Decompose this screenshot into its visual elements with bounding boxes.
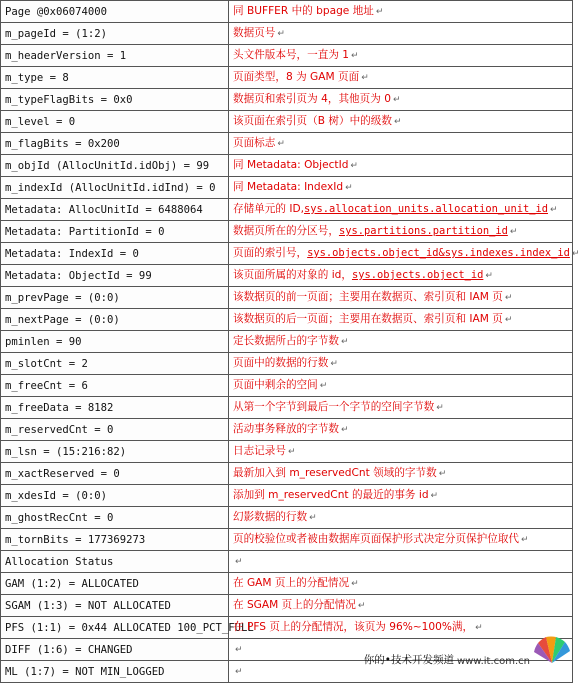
description-text: 活动事务释放的字节数 bbox=[233, 423, 339, 435]
description-text: 最新加入到 m_reservedCnt 领域的字节数 bbox=[233, 467, 437, 479]
description-text: 日志记录号 bbox=[233, 445, 286, 457]
paragraph-return-icon: ↵ bbox=[430, 491, 439, 501]
description-cell bbox=[229, 155, 573, 177]
field-cell: m_slotCnt = 2 bbox=[1, 353, 229, 375]
description-cell bbox=[229, 419, 573, 441]
system-view-reference: sys.objects.object_id&sys.indexes.index_id bbox=[307, 247, 570, 259]
field-cell: m_xactReserved = 0 bbox=[1, 463, 229, 485]
paragraph-return-icon: ↵ bbox=[350, 161, 358, 171]
table-row bbox=[1, 23, 573, 45]
field-cell: SGAM (1:3) = NOT ALLOCATED bbox=[1, 595, 229, 617]
description-text: 头文件版本号，一直为 1 bbox=[233, 49, 350, 61]
description-cell bbox=[229, 353, 573, 375]
table-row bbox=[1, 1, 573, 23]
description-cell bbox=[229, 23, 573, 45]
table-row bbox=[1, 529, 573, 551]
paragraph-return-icon: ↵ bbox=[330, 359, 338, 369]
table-row bbox=[1, 67, 573, 89]
field-cell: DIFF (1:6) = CHANGED bbox=[1, 639, 229, 661]
table-row bbox=[1, 441, 573, 463]
system-view-reference: sys.objects.object_id bbox=[351, 269, 484, 281]
paragraph-return-icon: ↵ bbox=[509, 227, 518, 237]
table-row bbox=[1, 45, 573, 67]
table-row bbox=[1, 309, 573, 331]
description-text: 定长数据所占的字节数 bbox=[233, 335, 339, 347]
paragraph-return-icon: ↵ bbox=[319, 381, 328, 391]
table-row bbox=[1, 485, 573, 507]
field-cell: PFS (1:1) = 0x44 ALLOCATED 100_PCT_FULL bbox=[1, 617, 229, 639]
field-cell: m_freeCnt = 6 bbox=[1, 375, 229, 397]
field-cell: m_level = 0 bbox=[1, 111, 229, 133]
description-cell bbox=[229, 551, 573, 573]
paragraph-return-icon: ↵ bbox=[361, 73, 369, 83]
table-row bbox=[1, 243, 573, 265]
paragraph-return-icon: ↵ bbox=[475, 623, 483, 633]
table-row bbox=[1, 353, 573, 375]
field-cell: m_tornBits = 177369273 bbox=[1, 529, 229, 551]
description-cell bbox=[229, 265, 573, 287]
system-view-reference: sys.allocation_units.allocation_unit_id bbox=[304, 203, 548, 215]
table-row bbox=[1, 419, 573, 441]
description-cell bbox=[229, 441, 573, 463]
paragraph-return-icon: ↵ bbox=[521, 535, 529, 545]
description-cell bbox=[229, 199, 573, 221]
paragraph-return-icon: ↵ bbox=[485, 271, 493, 281]
table-row bbox=[1, 265, 573, 287]
table-row bbox=[1, 287, 573, 309]
table-row bbox=[1, 507, 573, 529]
table-row bbox=[1, 331, 573, 353]
field-cell: m_nextPage = (0:0) bbox=[1, 309, 229, 331]
description-cell bbox=[229, 309, 573, 331]
field-cell: m_ghostRecCnt = 0 bbox=[1, 507, 229, 529]
description-cell bbox=[229, 177, 573, 199]
table-row bbox=[1, 89, 573, 111]
paragraph-return-icon: ↵ bbox=[436, 403, 444, 413]
paragraph-return-icon: ↵ bbox=[504, 293, 513, 303]
field-cell: pminlen = 90 bbox=[1, 331, 229, 353]
description-text: 页面中的数据的行数 bbox=[233, 357, 329, 369]
description-text: 该数据页的后一页面；主要用在数据页、索引页和 IAM 页 bbox=[233, 313, 503, 325]
field-cell: m_lsn = (15:216:82) bbox=[1, 441, 229, 463]
description-cell bbox=[229, 89, 573, 111]
paragraph-return-icon: ↵ bbox=[235, 645, 243, 655]
paragraph-return-icon: ↵ bbox=[393, 117, 402, 127]
description-text: 在 GAM 页上的分配情况 bbox=[233, 577, 350, 589]
description-cell bbox=[229, 507, 573, 529]
description-text: 添加到 m_reservedCnt 的最近的事务 id bbox=[233, 489, 429, 501]
table-row bbox=[1, 177, 573, 199]
table-row bbox=[1, 111, 573, 133]
field-cell: m_headerVersion = 1 bbox=[1, 45, 229, 67]
description-text: 页面标志 bbox=[233, 137, 276, 149]
field-cell: m_typeFlagBits = 0x0 bbox=[1, 89, 229, 111]
field-cell: Page @0x06074000 bbox=[1, 1, 229, 23]
description-cell bbox=[229, 67, 573, 89]
description-cell bbox=[229, 287, 573, 309]
field-cell: m_flagBits = 0x200 bbox=[1, 133, 229, 155]
field-cell: Metadata: IndexId = 0 bbox=[1, 243, 229, 265]
paragraph-return-icon: ↵ bbox=[235, 667, 243, 677]
paragraph-return-icon: ↵ bbox=[357, 601, 366, 611]
table-row bbox=[1, 155, 573, 177]
description-text: 该数据页的前一页面；主要用在数据页、索引页和 IAM 页 bbox=[233, 291, 503, 303]
paragraph-return-icon: ↵ bbox=[438, 469, 447, 479]
description-text: 该页面在索引页（B 树）中的级数 bbox=[233, 115, 392, 127]
site-brand bbox=[364, 633, 571, 667]
paragraph-return-icon: ↵ bbox=[345, 183, 353, 193]
field-cell: GAM (1:2) = ALLOCATED bbox=[1, 573, 229, 595]
paragraph-return-icon: ↵ bbox=[571, 249, 579, 259]
description-cell bbox=[229, 529, 573, 551]
description-cell bbox=[229, 463, 573, 485]
field-cell: m_freeData = 8182 bbox=[1, 397, 229, 419]
description-text: 同 Metadata: IndexId bbox=[233, 181, 344, 193]
field-cell: ML (1:7) = NOT MIN_LOGGED bbox=[1, 661, 229, 683]
field-cell: m_reservedCnt = 0 bbox=[1, 419, 229, 441]
description-text: 数据页号 bbox=[233, 27, 276, 39]
paragraph-return-icon: ↵ bbox=[504, 315, 513, 325]
field-cell: m_type = 8 bbox=[1, 67, 229, 89]
table-row bbox=[1, 573, 573, 595]
paragraph-return-icon: ↵ bbox=[309, 513, 317, 523]
system-view-reference: sys.partitions.partition_id bbox=[338, 225, 508, 237]
description-text: 页面的索引号， bbox=[233, 247, 308, 259]
description-cell bbox=[229, 243, 579, 265]
table-row bbox=[1, 463, 573, 485]
paragraph-return-icon: ↵ bbox=[549, 205, 558, 215]
description-cell bbox=[229, 397, 573, 419]
field-cell: m_pageId = (1:2) bbox=[1, 23, 229, 45]
description-cell bbox=[229, 375, 573, 397]
field-cell: m_objId (AllocUnitId.idObj) = 99 bbox=[1, 155, 229, 177]
paragraph-return-icon: ↵ bbox=[351, 51, 359, 61]
field-cell: m_xdesId = (0:0) bbox=[1, 485, 229, 507]
brand-name: 你的•技术开发频道 bbox=[363, 654, 454, 666]
description-text: 同 Metadata: ObjectId bbox=[233, 159, 349, 171]
description-cell bbox=[229, 595, 573, 617]
description-cell bbox=[229, 485, 573, 507]
fan-logo-icon bbox=[533, 633, 571, 667]
description-text: 在 SGAM 页上的分配情况 bbox=[233, 599, 356, 611]
description-text: 在 PFS 页上的分配情况，该页为 96%~100%满， bbox=[233, 621, 474, 633]
table-row bbox=[1, 375, 573, 397]
description-cell bbox=[229, 331, 573, 353]
description-cell bbox=[229, 221, 573, 243]
paragraph-return-icon: ↵ bbox=[277, 29, 285, 39]
description-cell bbox=[229, 133, 573, 155]
description-text: 该页面所属的对象的 id， bbox=[233, 269, 352, 281]
description-cell bbox=[229, 1, 573, 23]
description-text: 页面类型，8 为 GAM 页面 bbox=[233, 71, 360, 83]
field-cell: Metadata: ObjectId = 99 bbox=[1, 265, 229, 287]
field-cell: Metadata: AllocUnitId = 6488064 bbox=[1, 199, 229, 221]
description-text: 数据页所在的分区号， bbox=[233, 225, 339, 237]
brand-url: www.it.com.cn bbox=[456, 656, 530, 667]
description-cell bbox=[229, 573, 573, 595]
paragraph-return-icon: ↵ bbox=[351, 579, 359, 589]
table-row bbox=[1, 199, 573, 221]
description-text: 同 BUFFER 中的 bpage 地址 bbox=[233, 5, 374, 17]
paragraph-return-icon: ↵ bbox=[287, 447, 296, 457]
description-text: 数据页和索引页为 4，其他页为 0 bbox=[233, 93, 391, 105]
description-text: 页面中剩余的空间 bbox=[233, 379, 318, 391]
paragraph-return-icon: ↵ bbox=[235, 557, 243, 567]
paragraph-return-icon: ↵ bbox=[375, 7, 384, 17]
paragraph-return-icon: ↵ bbox=[340, 337, 349, 347]
field-cell: Allocation Status bbox=[1, 551, 229, 573]
paragraph-return-icon: ↵ bbox=[340, 425, 349, 435]
field-cell: m_prevPage = (0:0) bbox=[1, 287, 229, 309]
description-text: 从第一个字节到最后一个字节的空间字节数 bbox=[233, 401, 435, 413]
field-cell: m_indexId (AllocUnitId.idInd) = 0 bbox=[1, 177, 229, 199]
description-text: 页的校验位或者被由数据库页面保护形式决定分页保护位取代 bbox=[233, 533, 520, 545]
description-text: 存储单元的 ID, bbox=[233, 203, 304, 215]
table-row bbox=[1, 397, 573, 419]
description-cell bbox=[229, 45, 573, 67]
description-cell bbox=[229, 111, 573, 133]
paragraph-return-icon: ↵ bbox=[277, 139, 285, 149]
table-row bbox=[1, 551, 573, 573]
table-row bbox=[1, 133, 573, 155]
description-text: 幻影数据的行数 bbox=[233, 511, 308, 523]
table-row bbox=[1, 221, 573, 243]
field-cell: Metadata: PartitionId = 0 bbox=[1, 221, 229, 243]
paragraph-return-icon: ↵ bbox=[392, 95, 401, 105]
table-row bbox=[1, 595, 573, 617]
